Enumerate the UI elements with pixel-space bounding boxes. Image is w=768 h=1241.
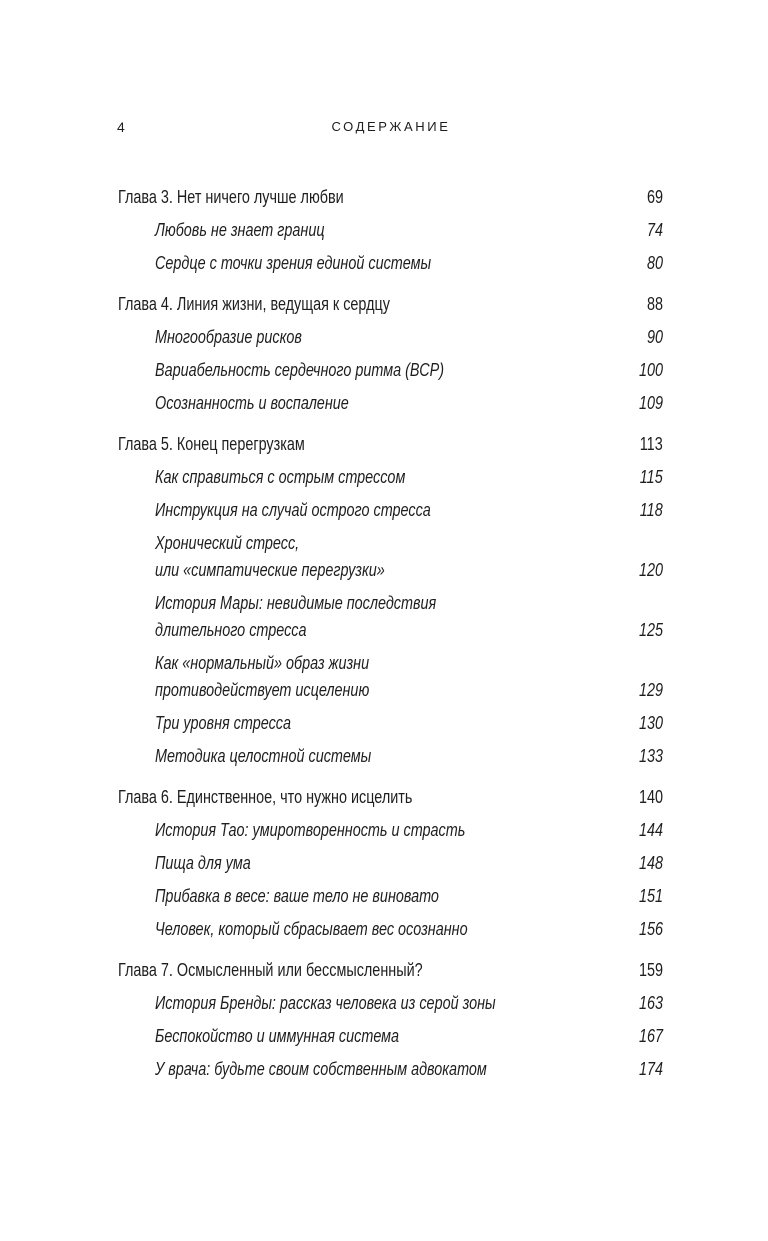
entry-page-number: 109 <box>638 393 663 413</box>
toc-subentry[interactable] <box>118 1053 663 1086</box>
toc-subentry[interactable] <box>118 527 663 587</box>
entry-title: Прибавка в весе: ваше тело не виновато <box>155 886 439 906</box>
entry-title: Глава 7. Осмысленный или бессмысленный? <box>118 960 423 980</box>
toc-subentry[interactable] <box>118 461 663 494</box>
entry-title: Глава 3. Нет ничего лучше любви <box>118 187 344 207</box>
entry-title: Многообразие рисков <box>155 327 302 347</box>
entry-title: Глава 6. Единственное, что нужно исцелить <box>118 787 413 807</box>
entry-page-number: 90 <box>646 327 663 347</box>
entry-title: Как справиться с острым стрессом <box>155 467 406 487</box>
entry-page-number: 159 <box>638 960 663 980</box>
entry-title: Глава 4. Линия жизни, ведущая к сердцу <box>118 294 390 314</box>
page-number: 4 <box>117 119 126 135</box>
toc-chapter-entry[interactable] <box>118 781 663 814</box>
entry-title: История Бренды: рассказ человека из серой зоны <box>155 993 496 1013</box>
entry-title: Пища для ума <box>155 853 251 873</box>
entry-title: Человек, который сбрасывает вес осознанно <box>155 919 468 939</box>
chapter-section <box>118 288 663 420</box>
entry-page-number: 88 <box>646 294 663 314</box>
entry-page-number: 163 <box>638 993 663 1013</box>
entry-page-number: 118 <box>640 500 663 520</box>
entry-title: Любовь не знает границ <box>155 220 325 240</box>
entry-page-number: 174 <box>638 1059 663 1079</box>
toc-subentry[interactable] <box>118 740 663 773</box>
entry-page-number: 80 <box>646 253 663 273</box>
entry-page-number: 129 <box>638 680 663 700</box>
toc-subentry[interactable] <box>118 494 663 527</box>
entry-page-number: 100 <box>638 360 663 380</box>
entry-page-number: 113 <box>640 434 663 454</box>
entry-title: Вариабельность сердечного ритма (ВСР) <box>155 360 444 380</box>
entry-page-number: 130 <box>638 713 663 733</box>
chapter-section <box>118 181 663 280</box>
entry-title: Беспокойство и иммунная система <box>155 1026 400 1046</box>
entry-title: Глава 5. Конец перегрузкам <box>118 434 305 454</box>
entry-page-number: 156 <box>638 919 663 939</box>
chapter-section <box>118 954 663 1086</box>
entry-page-number: 74 <box>646 220 663 240</box>
toc-subentry[interactable] <box>118 707 663 740</box>
chapter-section <box>118 781 663 946</box>
entry-page-number: 144 <box>638 820 663 840</box>
toc-subentry[interactable] <box>118 880 663 913</box>
toc-subentry[interactable] <box>118 321 663 354</box>
toc-chapter-entry[interactable] <box>118 954 663 987</box>
running-head-title: СОДЕРЖАНИЕ <box>331 119 451 134</box>
entry-title: Три уровня стресса <box>155 713 291 733</box>
toc-subentry[interactable] <box>118 1020 663 1053</box>
entry-title: История Мары: невидимые последствия длительного стресса <box>155 593 437 640</box>
entry-page-number: 148 <box>638 853 663 873</box>
entry-title: Хронический стресс, или «симпатические перегрузки» <box>155 533 385 580</box>
entry-title: Как «нормальный» образ жизни противодействует исцелению <box>155 653 370 700</box>
toc-subentry[interactable] <box>118 814 663 847</box>
entry-title: Инструкция на случай острого стресса <box>155 500 431 520</box>
toc-subentry[interactable] <box>118 987 663 1020</box>
toc-subentry[interactable] <box>118 847 663 880</box>
toc-subentry[interactable] <box>118 354 663 387</box>
entry-page-number: 133 <box>638 746 663 766</box>
entry-page-number: 140 <box>638 787 663 807</box>
entry-title: Методика целостной системы <box>155 746 372 766</box>
entry-page-number: 69 <box>646 187 663 207</box>
toc-chapter-entry[interactable] <box>118 428 663 461</box>
toc-chapter-entry[interactable] <box>118 181 663 214</box>
toc-subentry[interactable] <box>118 647 663 707</box>
entry-title: История Тао: умиротворенность и страсть <box>155 820 466 840</box>
entry-page-number: 125 <box>638 620 663 640</box>
table-of-contents <box>118 181 663 1094</box>
entry-page-number: 115 <box>640 467 663 487</box>
entry-title: Сердце с точки зрения единой системы <box>155 253 432 273</box>
toc-chapter-entry[interactable] <box>118 288 663 321</box>
entry-page-number: 120 <box>638 560 663 580</box>
toc-subentry[interactable] <box>118 214 663 247</box>
entry-page-number: 151 <box>638 886 663 906</box>
entry-title: Осознанность и воспаление <box>155 393 349 413</box>
toc-subentry[interactable] <box>118 913 663 946</box>
entry-title: У врача: будьте своим собственным адвокатом <box>155 1059 487 1079</box>
toc-subentry[interactable] <box>118 587 663 647</box>
entry-page-number: 167 <box>638 1026 663 1046</box>
toc-subentry[interactable] <box>118 247 663 280</box>
toc-subentry[interactable] <box>118 387 663 420</box>
chapter-section <box>118 428 663 773</box>
